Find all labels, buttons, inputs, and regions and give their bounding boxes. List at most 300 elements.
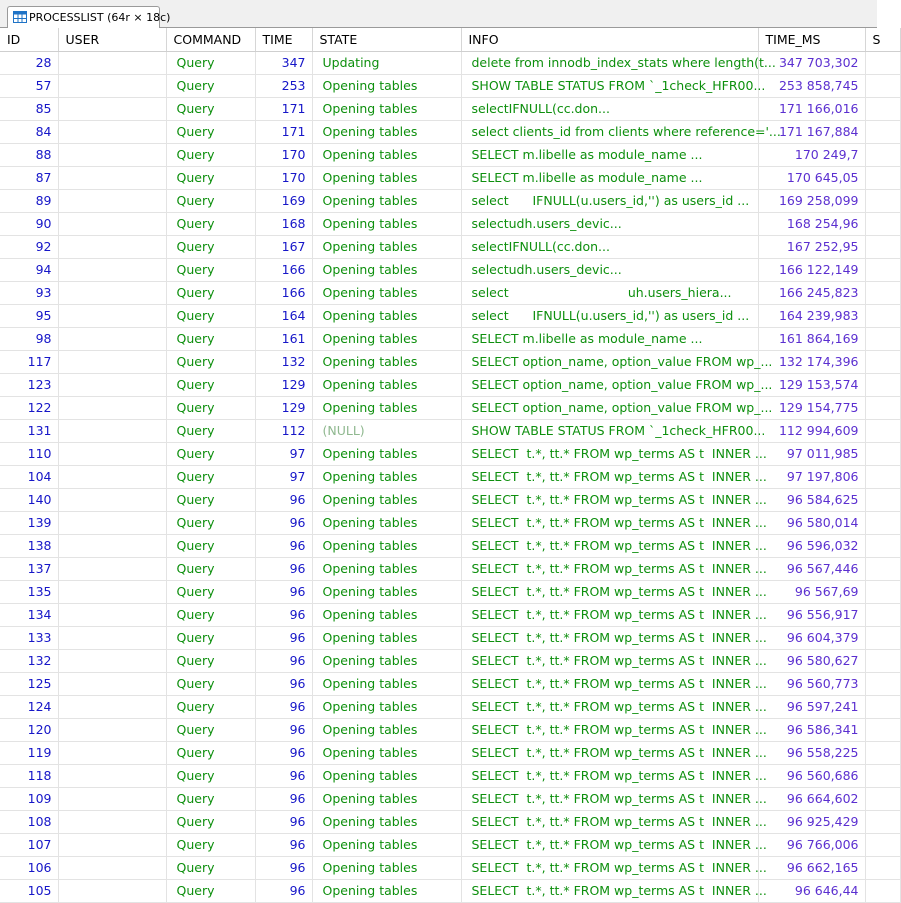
cell-s[interactable] <box>865 833 900 856</box>
cell-command[interactable]: Query <box>166 442 255 465</box>
cell-state[interactable]: Opening tables <box>312 810 461 833</box>
table-row[interactable] <box>0 603 900 626</box>
cell-s[interactable] <box>865 143 900 166</box>
cell-user[interactable] <box>58 327 166 350</box>
cell-state[interactable]: Opening tables <box>312 603 461 626</box>
cell-id[interactable]: 108 <box>0 810 58 833</box>
cell-state[interactable]: Opening tables <box>312 741 461 764</box>
cell-user[interactable] <box>58 258 166 281</box>
cell-state[interactable]: Opening tables <box>312 327 461 350</box>
table-row[interactable] <box>0 120 900 143</box>
cell-info[interactable]: SELECT t.*, tt.* FROM wp_terms AS t INNER ... <box>461 649 758 672</box>
cell-time[interactable]: 96 <box>255 741 312 764</box>
table-row[interactable] <box>0 534 900 557</box>
cell-s[interactable] <box>865 281 900 304</box>
table-row[interactable] <box>0 442 900 465</box>
cell-id[interactable]: 110 <box>0 442 58 465</box>
cell-s[interactable] <box>865 74 900 97</box>
cell-id[interactable]: 119 <box>0 741 58 764</box>
cell-id[interactable]: 93 <box>0 281 58 304</box>
table-row[interactable] <box>0 672 900 695</box>
cell-s[interactable] <box>865 787 900 810</box>
cell-id[interactable]: 94 <box>0 258 58 281</box>
cell-state[interactable]: Opening tables <box>312 626 461 649</box>
table-row[interactable] <box>0 143 900 166</box>
cell-info[interactable]: SELECT t.*, tt.* FROM wp_terms AS t INNER ... <box>461 626 758 649</box>
cell-state[interactable]: Updating <box>312 51 461 74</box>
cell-state[interactable]: Opening tables <box>312 856 461 879</box>
cell-id[interactable]: 84 <box>0 120 58 143</box>
cell-id[interactable]: 104 <box>0 465 58 488</box>
cell-info[interactable]: SELECT t.*, tt.* FROM wp_terms AS t INNER ... <box>461 695 758 718</box>
cell-command[interactable]: Query <box>166 189 255 212</box>
cell-state[interactable]: Opening tables <box>312 534 461 557</box>
cell-command[interactable]: Query <box>166 120 255 143</box>
cell-info[interactable]: SELECT t.*, tt.* FROM wp_terms AS t INNER ... <box>461 465 758 488</box>
cell-user[interactable] <box>58 304 166 327</box>
cell-time[interactable]: 171 <box>255 97 312 120</box>
cell-id[interactable]: 85 <box>0 97 58 120</box>
cell-command[interactable]: Query <box>166 258 255 281</box>
cell-info[interactable]: SELECT t.*, tt.* FROM wp_terms AS t INNER ... <box>461 672 758 695</box>
table-row[interactable] <box>0 787 900 810</box>
cell-info[interactable]: SHOW TABLE STATUS FROM `_1check_HFR00... <box>461 419 758 442</box>
cell-info[interactable]: SELECT option_name, option_value FROM wp_... <box>461 373 758 396</box>
cell-time[interactable]: 132 <box>255 350 312 373</box>
cell-time[interactable]: 96 <box>255 787 312 810</box>
cell-id[interactable]: 117 <box>0 350 58 373</box>
cell-user[interactable] <box>58 511 166 534</box>
cell-time-ms[interactable]: 96 925,429 <box>758 810 865 833</box>
cell-user[interactable] <box>58 580 166 603</box>
cell-time-ms[interactable]: 97 197,806 <box>758 465 865 488</box>
cell-user[interactable] <box>58 350 166 373</box>
cell-id[interactable]: 120 <box>0 718 58 741</box>
cell-id[interactable]: 122 <box>0 396 58 419</box>
cell-time-ms[interactable]: 96 560,686 <box>758 764 865 787</box>
cell-user[interactable] <box>58 649 166 672</box>
cell-info[interactable]: selectIFNULL(cc.don... <box>461 235 758 258</box>
cell-time-ms[interactable]: 170 249,7 <box>758 143 865 166</box>
column-header-s[interactable]: S <box>865 28 900 51</box>
table-row[interactable] <box>0 649 900 672</box>
table-row[interactable] <box>0 304 900 327</box>
cell-command[interactable]: Query <box>166 833 255 856</box>
cell-user[interactable] <box>58 120 166 143</box>
column-header-time-ms[interactable]: TIME_MS <box>758 28 865 51</box>
table-row[interactable] <box>0 626 900 649</box>
cell-command[interactable]: Query <box>166 97 255 120</box>
cell-s[interactable] <box>865 695 900 718</box>
cell-user[interactable] <box>58 97 166 120</box>
cell-command[interactable]: Query <box>166 304 255 327</box>
cell-s[interactable] <box>865 603 900 626</box>
cell-time[interactable]: 96 <box>255 534 312 557</box>
processlist-grid[interactable] <box>0 28 881 898</box>
cell-time[interactable]: 166 <box>255 281 312 304</box>
cell-user[interactable] <box>58 833 166 856</box>
table-row[interactable] <box>0 51 900 74</box>
cell-id[interactable]: 133 <box>0 626 58 649</box>
cell-command[interactable]: Query <box>166 143 255 166</box>
cell-command[interactable]: Query <box>166 212 255 235</box>
cell-time[interactable]: 96 <box>255 488 312 511</box>
cell-info[interactable]: SELECT t.*, tt.* FROM wp_terms AS t INNER ... <box>461 488 758 511</box>
cell-info[interactable]: SELECT t.*, tt.* FROM wp_terms AS t INNER ... <box>461 580 758 603</box>
cell-s[interactable] <box>865 396 900 419</box>
cell-state[interactable]: Opening tables <box>312 580 461 603</box>
cell-time[interactable]: 96 <box>255 879 312 902</box>
cell-time-ms[interactable]: 96 556,917 <box>758 603 865 626</box>
cell-time-ms[interactable]: 166 245,823 <box>758 281 865 304</box>
cell-s[interactable] <box>865 235 900 258</box>
cell-time[interactable]: 96 <box>255 718 312 741</box>
cell-info[interactable]: SELECT t.*, tt.* FROM wp_terms AS t INNER ... <box>461 764 758 787</box>
cell-info[interactable]: SELECT t.*, tt.* FROM wp_terms AS t INNER ... <box>461 718 758 741</box>
cell-info[interactable]: selectIFNULL(cc.don... <box>461 97 758 120</box>
cell-info[interactable]: select IFNULL(u.users_id,'') as users_id ... <box>461 189 758 212</box>
cell-s[interactable] <box>865 120 900 143</box>
cell-state[interactable]: Opening tables <box>312 672 461 695</box>
cell-time[interactable]: 171 <box>255 120 312 143</box>
cell-user[interactable] <box>58 419 166 442</box>
cell-user[interactable] <box>58 856 166 879</box>
cell-s[interactable] <box>865 879 900 902</box>
cell-user[interactable] <box>58 672 166 695</box>
table-row[interactable] <box>0 189 900 212</box>
cell-time-ms[interactable]: 96 596,032 <box>758 534 865 557</box>
cell-state[interactable]: Opening tables <box>312 212 461 235</box>
cell-user[interactable] <box>58 51 166 74</box>
cell-time-ms[interactable]: 166 122,149 <box>758 258 865 281</box>
cell-state[interactable]: Opening tables <box>312 442 461 465</box>
cell-s[interactable] <box>865 810 900 833</box>
cell-time[interactable]: 170 <box>255 166 312 189</box>
cell-command[interactable]: Query <box>166 166 255 189</box>
cell-command[interactable]: Query <box>166 626 255 649</box>
cell-command[interactable]: Query <box>166 580 255 603</box>
cell-info[interactable]: SELECT option_name, option_value FROM wp_... <box>461 350 758 373</box>
cell-s[interactable] <box>865 465 900 488</box>
cell-time-ms[interactable]: 96 664,602 <box>758 787 865 810</box>
cell-s[interactable] <box>865 718 900 741</box>
cell-info[interactable]: SELECT t.*, tt.* FROM wp_terms AS t INNER ... <box>461 741 758 764</box>
cell-time[interactable]: 170 <box>255 143 312 166</box>
cell-info[interactable]: SELECT t.*, tt.* FROM wp_terms AS t INNER ... <box>461 879 758 902</box>
cell-id[interactable]: 109 <box>0 787 58 810</box>
cell-time[interactable]: 347 <box>255 51 312 74</box>
cell-user[interactable] <box>58 879 166 902</box>
cell-command[interactable]: Query <box>166 419 255 442</box>
cell-id[interactable]: 139 <box>0 511 58 534</box>
cell-state[interactable]: Opening tables <box>312 787 461 810</box>
cell-user[interactable] <box>58 166 166 189</box>
cell-id[interactable]: 140 <box>0 488 58 511</box>
cell-state[interactable]: Opening tables <box>312 718 461 741</box>
cell-state[interactable]: Opening tables <box>312 350 461 373</box>
cell-state[interactable]: Opening tables <box>312 373 461 396</box>
cell-state[interactable]: Opening tables <box>312 143 461 166</box>
cell-user[interactable] <box>58 488 166 511</box>
cell-user[interactable] <box>58 810 166 833</box>
cell-user[interactable] <box>58 281 166 304</box>
cell-info[interactable]: SELECT t.*, tt.* FROM wp_terms AS t INNER ... <box>461 856 758 879</box>
table-row[interactable] <box>0 74 900 97</box>
cell-time[interactable]: 96 <box>255 511 312 534</box>
cell-command[interactable]: Query <box>166 51 255 74</box>
cell-time[interactable]: 96 <box>255 580 312 603</box>
cell-command[interactable]: Query <box>166 534 255 557</box>
cell-s[interactable] <box>865 534 900 557</box>
column-header-info[interactable]: INFO <box>461 28 758 51</box>
cell-user[interactable] <box>58 557 166 580</box>
cell-time[interactable]: 96 <box>255 695 312 718</box>
cell-command[interactable]: Query <box>166 603 255 626</box>
table-row[interactable] <box>0 212 900 235</box>
cell-time[interactable]: 96 <box>255 856 312 879</box>
cell-time-ms[interactable]: 96 584,625 <box>758 488 865 511</box>
cell-time[interactable]: 129 <box>255 373 312 396</box>
cell-user[interactable] <box>58 787 166 810</box>
cell-info[interactable]: SELECT m.libelle as module_name ... <box>461 327 758 350</box>
cell-time[interactable]: 164 <box>255 304 312 327</box>
cell-id[interactable]: 138 <box>0 534 58 557</box>
cell-id[interactable]: 106 <box>0 856 58 879</box>
cell-info[interactable]: SELECT t.*, tt.* FROM wp_terms AS t INNER ... <box>461 603 758 626</box>
cell-time[interactable]: 96 <box>255 672 312 695</box>
cell-time[interactable]: 129 <box>255 396 312 419</box>
cell-state[interactable]: Opening tables <box>312 488 461 511</box>
cell-id[interactable]: 118 <box>0 764 58 787</box>
cell-time-ms[interactable]: 169 258,099 <box>758 189 865 212</box>
cell-state[interactable]: Opening tables <box>312 97 461 120</box>
cell-time-ms[interactable]: 129 153,574 <box>758 373 865 396</box>
cell-command[interactable]: Query <box>166 373 255 396</box>
cell-s[interactable] <box>865 488 900 511</box>
cell-time-ms[interactable]: 96 580,627 <box>758 649 865 672</box>
cell-time-ms[interactable]: 167 252,95 <box>758 235 865 258</box>
cell-state[interactable]: Opening tables <box>312 281 461 304</box>
cell-s[interactable] <box>865 557 900 580</box>
cell-info[interactable]: SELECT option_name, option_value FROM wp_... <box>461 396 758 419</box>
cell-s[interactable] <box>865 580 900 603</box>
table-row[interactable] <box>0 419 900 442</box>
cell-state[interactable]: Opening tables <box>312 695 461 718</box>
cell-time-ms[interactable]: 96 567,446 <box>758 557 865 580</box>
cell-time[interactable]: 161 <box>255 327 312 350</box>
cell-command[interactable]: Query <box>166 764 255 787</box>
cell-s[interactable] <box>865 672 900 695</box>
cell-time-ms[interactable]: 96 604,379 <box>758 626 865 649</box>
cell-s[interactable] <box>865 97 900 120</box>
cell-id[interactable]: 135 <box>0 580 58 603</box>
cell-state[interactable]: Opening tables <box>312 235 461 258</box>
table-row[interactable] <box>0 235 900 258</box>
cell-state[interactable]: Opening tables <box>312 166 461 189</box>
cell-id[interactable]: 92 <box>0 235 58 258</box>
cell-user[interactable] <box>58 764 166 787</box>
cell-info[interactable]: selectudh.users_devic... <box>461 258 758 281</box>
cell-id[interactable]: 88 <box>0 143 58 166</box>
cell-command[interactable]: Query <box>166 465 255 488</box>
cell-user[interactable] <box>58 396 166 419</box>
cell-info[interactable]: delete from innodb_index_stats where length(t... <box>461 51 758 74</box>
cell-s[interactable] <box>865 741 900 764</box>
table-row[interactable] <box>0 741 900 764</box>
column-header-command[interactable]: COMMAND <box>166 28 255 51</box>
cell-time-ms[interactable]: 96 558,225 <box>758 741 865 764</box>
cell-id[interactable]: 132 <box>0 649 58 672</box>
column-header-state[interactable]: STATE <box>312 28 461 51</box>
cell-user[interactable] <box>58 465 166 488</box>
cell-time[interactable]: 96 <box>255 810 312 833</box>
table-row[interactable] <box>0 810 900 833</box>
cell-state[interactable]: Opening tables <box>312 120 461 143</box>
cell-state[interactable]: Opening tables <box>312 304 461 327</box>
cell-time-ms[interactable]: 96 766,006 <box>758 833 865 856</box>
cell-s[interactable] <box>865 419 900 442</box>
cell-s[interactable] <box>865 373 900 396</box>
table-row[interactable] <box>0 488 900 511</box>
cell-command[interactable]: Query <box>166 787 255 810</box>
cell-info[interactable]: SELECT t.*, tt.* FROM wp_terms AS t INNER ... <box>461 787 758 810</box>
cell-time-ms[interactable]: 96 662,165 <box>758 856 865 879</box>
cell-state[interactable]: Opening tables <box>312 189 461 212</box>
cell-command[interactable]: Query <box>166 281 255 304</box>
cell-command[interactable]: Query <box>166 741 255 764</box>
cell-s[interactable] <box>865 511 900 534</box>
table-row[interactable] <box>0 695 900 718</box>
cell-state[interactable]: Opening tables <box>312 764 461 787</box>
cell-info[interactable]: SELECT t.*, tt.* FROM wp_terms AS t INNER ... <box>461 833 758 856</box>
cell-info[interactable]: SELECT m.libelle as module_name ... <box>461 143 758 166</box>
table-row[interactable] <box>0 465 900 488</box>
cell-time-ms[interactable]: 253 858,745 <box>758 74 865 97</box>
cell-info[interactable]: SELECT m.libelle as module_name ... <box>461 166 758 189</box>
cell-state[interactable]: Opening tables <box>312 258 461 281</box>
cell-s[interactable] <box>865 166 900 189</box>
cell-command[interactable]: Query <box>166 718 255 741</box>
cell-s[interactable] <box>865 350 900 373</box>
cell-user[interactable] <box>58 143 166 166</box>
cell-time-ms[interactable]: 96 567,69 <box>758 580 865 603</box>
cell-time-ms[interactable]: 168 254,96 <box>758 212 865 235</box>
cell-info[interactable]: select uh.users_hiera... <box>461 281 758 304</box>
cell-s[interactable] <box>865 626 900 649</box>
table-row[interactable] <box>0 856 900 879</box>
cell-user[interactable] <box>58 74 166 97</box>
cell-id[interactable]: 105 <box>0 879 58 902</box>
cell-time[interactable]: 253 <box>255 74 312 97</box>
cell-s[interactable] <box>865 304 900 327</box>
cell-time[interactable]: 97 <box>255 465 312 488</box>
cell-command[interactable]: Query <box>166 879 255 902</box>
cell-state[interactable]: Opening tables <box>312 649 461 672</box>
cell-state[interactable]: (NULL) <box>312 419 461 442</box>
cell-user[interactable] <box>58 442 166 465</box>
cell-s[interactable] <box>865 51 900 74</box>
cell-user[interactable] <box>58 235 166 258</box>
cell-id[interactable]: 95 <box>0 304 58 327</box>
cell-time[interactable]: 96 <box>255 557 312 580</box>
cell-command[interactable]: Query <box>166 856 255 879</box>
cell-user[interactable] <box>58 741 166 764</box>
cell-s[interactable] <box>865 442 900 465</box>
cell-id[interactable]: 89 <box>0 189 58 212</box>
cell-time-ms[interactable]: 170 645,05 <box>758 166 865 189</box>
cell-info[interactable]: SELECT t.*, tt.* FROM wp_terms AS t INNER ... <box>461 557 758 580</box>
table-row[interactable] <box>0 281 900 304</box>
cell-s[interactable] <box>865 327 900 350</box>
cell-info[interactable]: select IFNULL(u.users_id,'') as users_id ... <box>461 304 758 327</box>
cell-s[interactable] <box>865 189 900 212</box>
table-row[interactable] <box>0 327 900 350</box>
cell-time[interactable]: 96 <box>255 649 312 672</box>
cell-command[interactable]: Query <box>166 327 255 350</box>
cell-time[interactable]: 96 <box>255 764 312 787</box>
cell-user[interactable] <box>58 212 166 235</box>
cell-time[interactable]: 169 <box>255 189 312 212</box>
cell-time-ms[interactable]: 129 154,775 <box>758 396 865 419</box>
cell-command[interactable]: Query <box>166 350 255 373</box>
cell-user[interactable] <box>58 534 166 557</box>
column-header-user[interactable]: USER <box>58 28 166 51</box>
cell-info[interactable]: SELECT t.*, tt.* FROM wp_terms AS t INNER ... <box>461 511 758 534</box>
table-row[interactable] <box>0 557 900 580</box>
table-row[interactable] <box>0 718 900 741</box>
table-row[interactable] <box>0 166 900 189</box>
cell-info[interactable]: SELECT t.*, tt.* FROM wp_terms AS t INNER ... <box>461 442 758 465</box>
cell-time-ms[interactable]: 96 586,341 <box>758 718 865 741</box>
cell-id[interactable]: 57 <box>0 74 58 97</box>
cell-user[interactable] <box>58 373 166 396</box>
cell-time-ms[interactable]: 96 580,014 <box>758 511 865 534</box>
cell-s[interactable] <box>865 764 900 787</box>
cell-state[interactable]: Opening tables <box>312 833 461 856</box>
cell-command[interactable]: Query <box>166 511 255 534</box>
cell-user[interactable] <box>58 603 166 626</box>
table-row[interactable] <box>0 373 900 396</box>
cell-user[interactable] <box>58 695 166 718</box>
cell-id[interactable]: 125 <box>0 672 58 695</box>
cell-time[interactable]: 167 <box>255 235 312 258</box>
cell-time-ms[interactable]: 132 174,396 <box>758 350 865 373</box>
column-header-time[interactable]: TIME <box>255 28 312 51</box>
tab-processlist[interactable] <box>7 6 171 28</box>
cell-id[interactable]: 123 <box>0 373 58 396</box>
cell-info[interactable]: SELECT t.*, tt.* FROM wp_terms AS t INNER ... <box>461 534 758 557</box>
cell-info[interactable]: selectudh.users_devic... <box>461 212 758 235</box>
cell-id[interactable]: 134 <box>0 603 58 626</box>
table-row[interactable] <box>0 833 900 856</box>
cell-state[interactable]: Opening tables <box>312 74 461 97</box>
cell-command[interactable]: Query <box>166 649 255 672</box>
cell-id[interactable]: 137 <box>0 557 58 580</box>
column-header-id[interactable]: ID <box>0 28 58 51</box>
cell-time-ms[interactable]: 171 167,884 <box>758 120 865 143</box>
cell-time[interactable]: 166 <box>255 258 312 281</box>
cell-user[interactable] <box>58 718 166 741</box>
cell-time-ms[interactable]: 112 994,609 <box>758 419 865 442</box>
cell-time[interactable]: 96 <box>255 833 312 856</box>
cell-state[interactable]: Opening tables <box>312 557 461 580</box>
cell-id[interactable]: 98 <box>0 327 58 350</box>
cell-command[interactable]: Query <box>166 557 255 580</box>
table-row[interactable] <box>0 396 900 419</box>
cell-time[interactable]: 97 <box>255 442 312 465</box>
cell-time-ms[interactable]: 171 166,016 <box>758 97 865 120</box>
cell-command[interactable]: Query <box>166 810 255 833</box>
